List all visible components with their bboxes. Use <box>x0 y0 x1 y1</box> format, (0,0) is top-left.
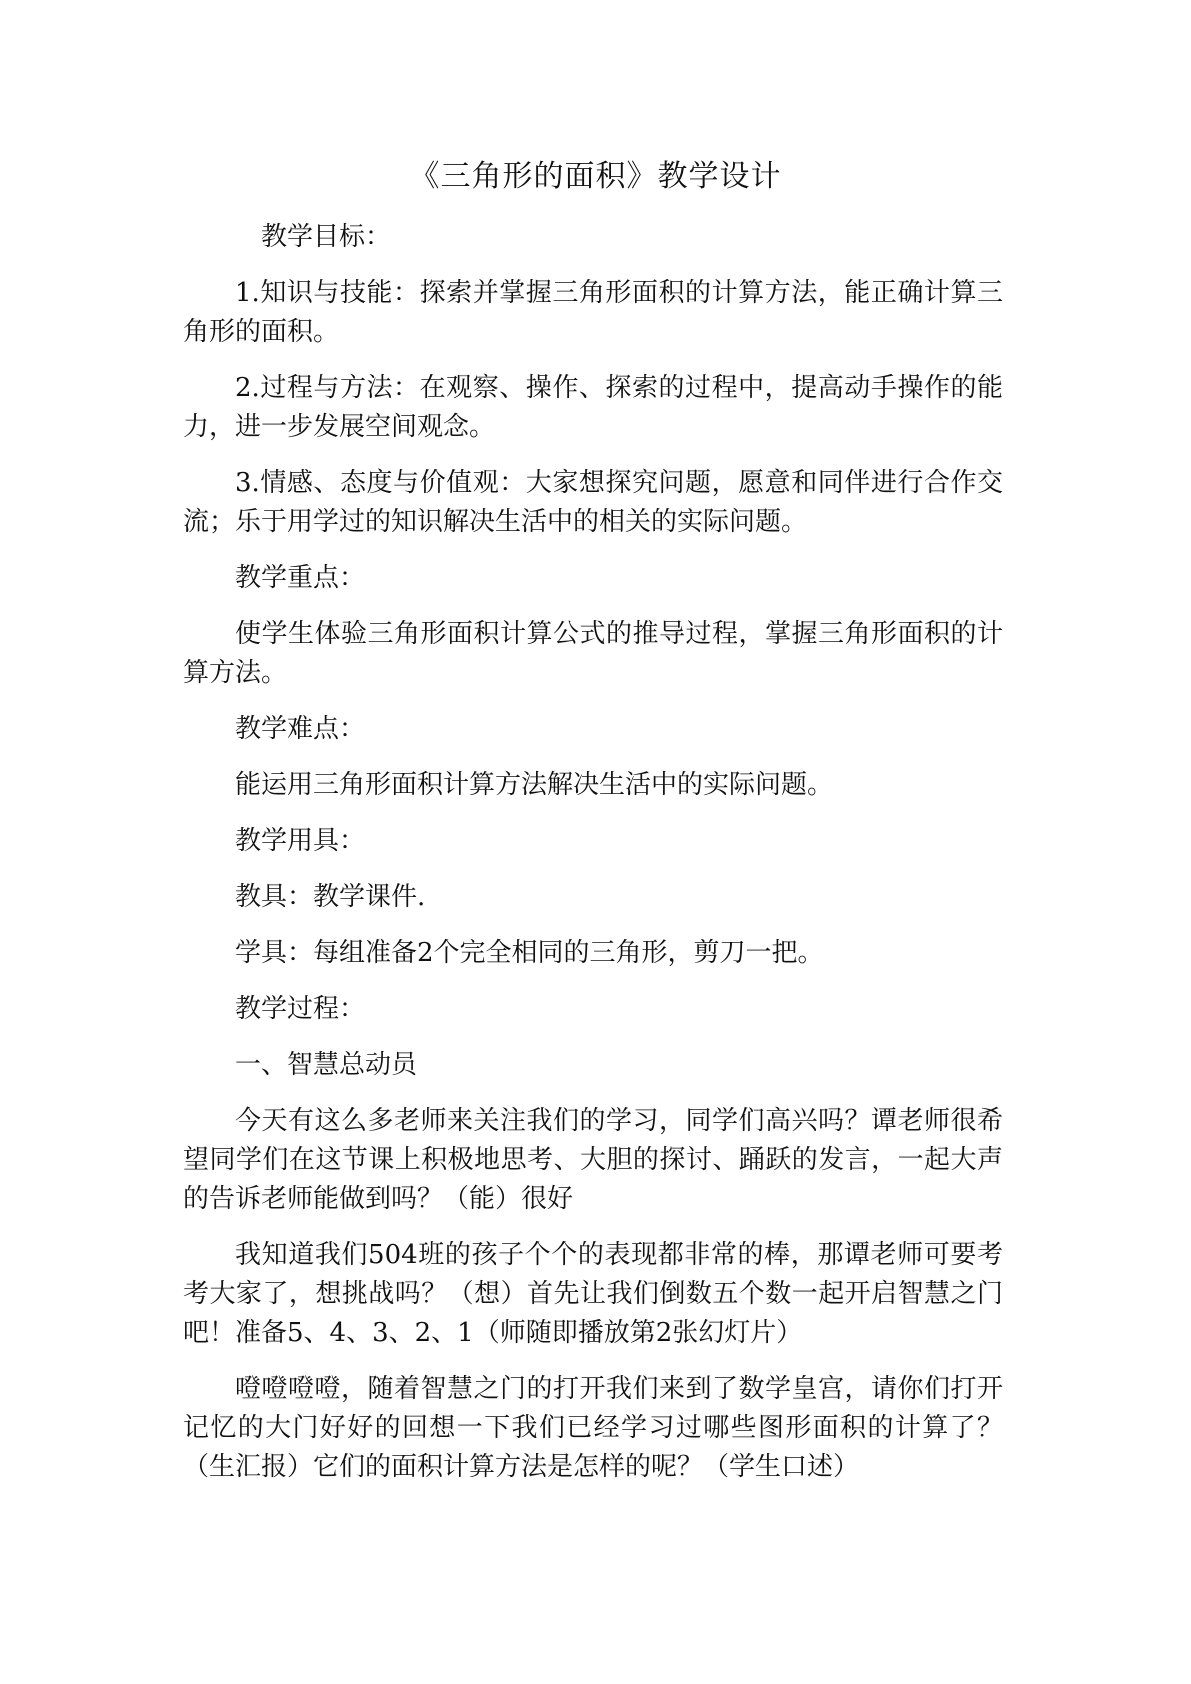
process-paragraph-3: 噔噔噔噔，随着智慧之门的打开我们来到了数学皇宫，请你们打开记忆的大门好好的回想一下我们已经学习过哪些图形面积的计算了？（生汇报）它们的面积计算方法是怎样的呢？（学生口述） <box>183 1374 1003 1482</box>
teacher-tools-text: 教具：教学课件. <box>235 882 426 912</box>
process-paragraph-1: 今天有这么多老师来关注我们的学习，同学们高兴吗？谭老师很希望同学们在这节课上积极地思考、大胆的探讨、踊跃的发言，一起大声的告诉老师能做到吗？（能）很好 <box>183 1106 1003 1214</box>
objective-process-methods: 2.过程与方法：在观察、操作、探索的过程中，提高动手操作的能力，进一步发展空间观念。 <box>183 373 1003 442</box>
difficulties-text: 能运用三角形面积计算方法解决生活中的实际问题。 <box>235 770 834 800</box>
heading-teaching-process: 教学过程： <box>235 994 366 1024</box>
process-paragraph-2: 我知道我们504班的孩子个个的表现都非常的棒，那谭老师可要考考大家了，想挑战吗？（想）首先让我们倒数五个数一起开启智慧之门吧！准备5、4、3、2、1（师随即播放第2张幻灯片） <box>183 1240 1003 1348</box>
document-body <box>183 218 1003 1504</box>
objective-knowledge-skills: 1.知识与技能：探索并掌握三角形面积的计算方法，能正确计算三角形的面积。 <box>183 278 1003 347</box>
student-tools-text: 学具：每组准备2个完全相同的三角形，剪刀一把。 <box>235 938 824 968</box>
heading-difficulties: 教学难点： <box>235 714 366 744</box>
heading-key-points: 教学重点： <box>235 563 366 593</box>
heading-teaching-objectives: 教学目标： <box>261 222 392 252</box>
section-one-heading: 一、智慧总动员 <box>235 1050 418 1080</box>
heading-teaching-tools: 教学用具： <box>235 826 366 856</box>
objective-emotion-values: 3.情感、态度与价值观：大家想探究问题，愿意和同伴进行合作交流；乐于用学过的知识解决生活中的相关的实际问题。 <box>183 468 1003 537</box>
document-title: 《三角形的面积》教学设计 <box>409 159 782 194</box>
key-points-text: 使学生体验三角形面积计算公式的推导过程，掌握三角形面积的计算方法。 <box>183 619 1003 688</box>
